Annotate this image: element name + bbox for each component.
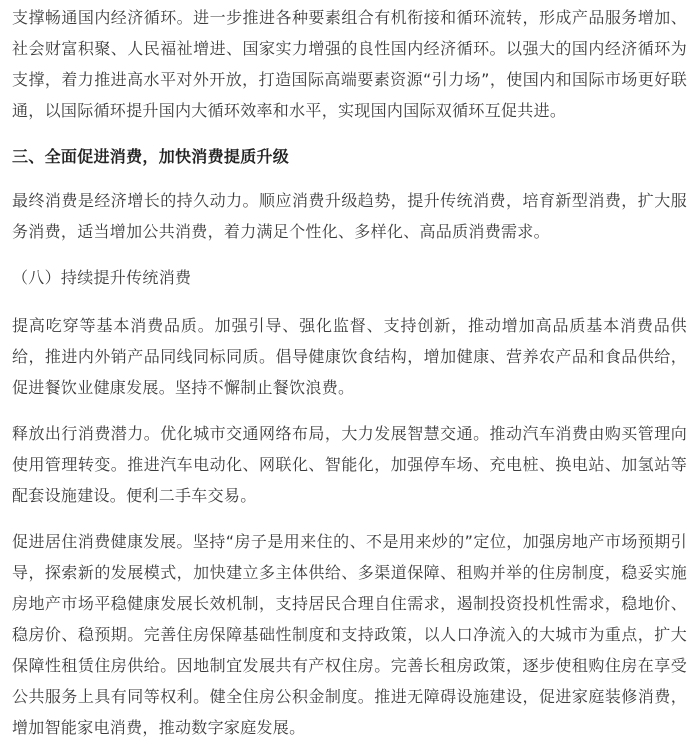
subsection-heading-traditional-consumption: （八）持续提升传统消费	[12, 268, 192, 287]
paragraph-domestic-circulation: 支撑畅通国内经济循环。进一步推进各种要素组合有机衔接和循环流转，形成产品服务增加、社会财富积聚、人民福祉增进、国家实力增强的良性国内经济循环。以强大的国内经济循环为支撑，着力推进高水平对外开放，打造国际高端要素资源“引力场”，使国内和国际市场更好联通，以国际循环提升国内大循环效率和水平，实现国内国际双循环互促共进。	[12, 8, 687, 120]
paragraph-housing-consumption: 促进居住消费健康发展。坚持“房子是用来住的、不是用来炒的”定位，加强房地产市场预期引导，探索新的发展模式，加快建立多主体供给、多渠道保障、租购并举的住房制度，稳妥实施房地产市场平稳健康发展长效机制，支持居民合理自住需求，遏制投资投机性需求，稳地价、稳房价、稳预期。完善住房保障基础性制度和支持政策，以人口净流入的大城市为重点，扩大保障性租赁住房供给。因地制宜发展共有产权住房。完善长租房政策，逐步使租购住房在享受公共服务上具有同等权利。健全住房公积金制度。推进无障碍设施建设，促进家庭装修消费，增加智能家电消费，推动数字家庭发展。	[12, 532, 687, 737]
paragraph-basic-consumer-goods: 提高吃穿等基本消费品质。加强引导、强化监督、支持创新，推动增加高品质基本消费品供给，推进内外销产品同线同标同质。倡导健康饮食结构，增加健康、营养农产品和食品供给，促进餐饮业健康发展。坚持不懈制止餐饮浪费。	[12, 316, 687, 397]
section-heading-consumption: 三、全面促进消费，加快消费提质升级	[12, 147, 290, 166]
paragraph-final-consumption: 最终消费是经济增长的持久动力。顺应消费升级趋势，提升传统消费，培育新型消费，扩大服务消费，适当增加公共消费，着力满足个性化、多样化、高品质消费需求。	[12, 191, 687, 241]
paragraph-travel-consumption: 释放出行消费潜力。优化城市交通网络布局，大力发展智慧交通。推动汽车消费由购买管理向使用管理转变。推进汽车电动化、网联化、智能化，加强停车场、充电桩、换电站、加氢站等配套设施建设。便利二手车交易。	[12, 424, 687, 505]
